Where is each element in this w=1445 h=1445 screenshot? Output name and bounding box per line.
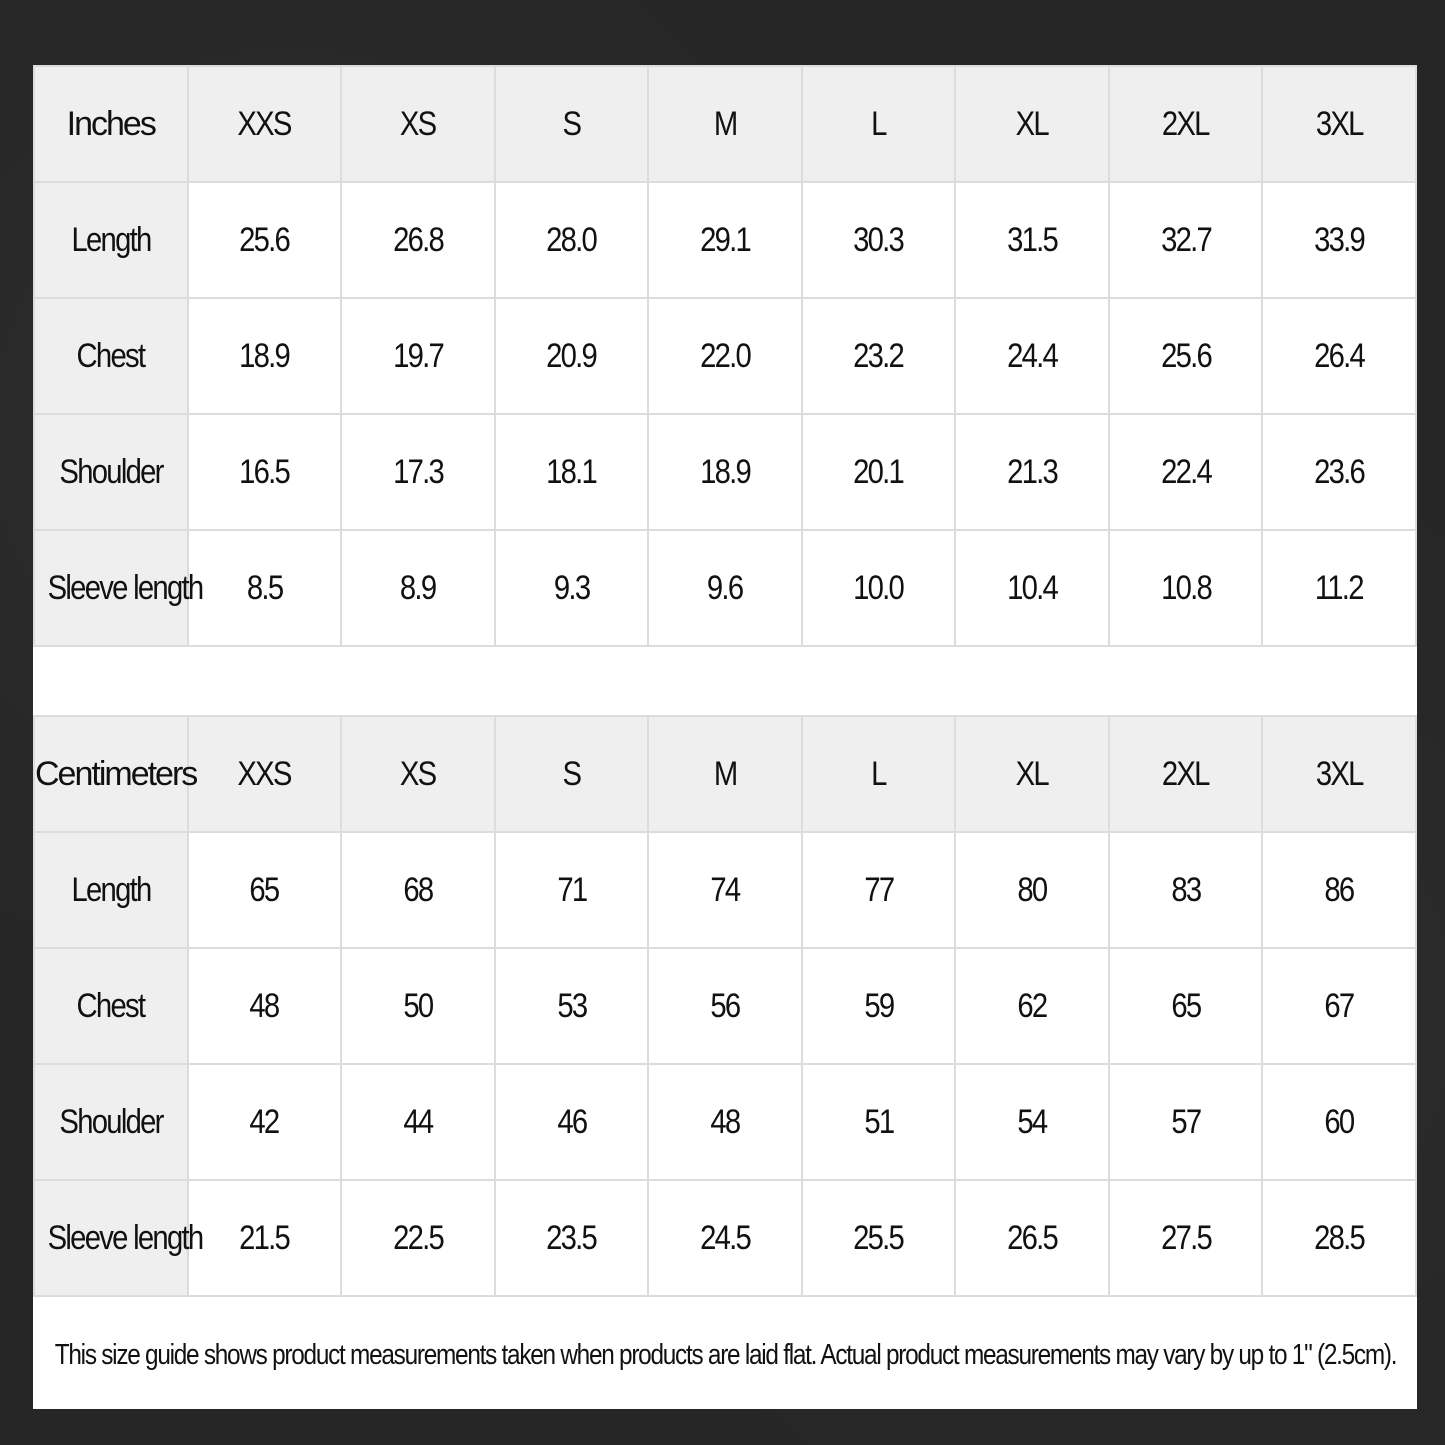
unit-header-text: Centimeters (35, 754, 197, 793)
measurement-value: 74 (710, 870, 740, 909)
measurement-value-cell (802, 832, 956, 948)
size-header-cell (495, 66, 649, 182)
size-header-cell (955, 716, 1109, 832)
measurement-value: 48 (710, 1102, 740, 1141)
measurement-value-cell (341, 948, 495, 1064)
measurement-value-cell (188, 182, 342, 298)
inches-size-table (33, 65, 1417, 647)
measurement-label: Chest (76, 986, 145, 1025)
measurement-value-cell (1109, 182, 1263, 298)
measurement-value-cell (1262, 298, 1416, 414)
measurement-label-cell (34, 298, 188, 414)
measurement-value-cell (648, 1064, 802, 1180)
measurement-value-cell (955, 1180, 1109, 1296)
measurement-value-cell (955, 414, 1109, 530)
measurement-value-cell (495, 1180, 649, 1296)
size-header-cell (955, 66, 1109, 182)
table-header-row (34, 716, 1416, 832)
unit-header-text: Inches (66, 104, 155, 143)
size-header-text: L (871, 104, 886, 143)
measurement-value-cell (802, 948, 956, 1064)
unit-header-cell (34, 716, 197, 832)
measurement-value: 28.5 (1314, 1218, 1365, 1257)
size-header-text: L (871, 754, 886, 793)
measurement-value: 48 (249, 986, 279, 1025)
table-row (34, 298, 1416, 414)
table-row (34, 414, 1416, 530)
size-header-cell (802, 716, 956, 832)
size-header-text: S (562, 104, 581, 143)
table-row (34, 530, 1416, 646)
size-header-text: 2XL (1162, 104, 1210, 143)
size-header-text: 2XL (1162, 754, 1210, 793)
size-header-cell (648, 66, 802, 182)
measurement-value-cell (495, 298, 649, 414)
measurement-label-cell (34, 948, 188, 1064)
measurement-value-cell (648, 530, 802, 646)
measurement-label: Length (71, 870, 151, 909)
measurement-label: Sleeve length (47, 568, 203, 607)
measurement-value-cell (955, 182, 1109, 298)
measurement-value: 54 (1017, 1102, 1047, 1141)
measurement-value: 21.3 (1007, 452, 1058, 491)
size-header-cell (495, 716, 649, 832)
measurement-value: 11.2 (1315, 568, 1364, 607)
measurement-value: 22.4 (1160, 452, 1211, 491)
measurement-value: 51 (863, 1102, 894, 1141)
measurement-value: 32.7 (1160, 220, 1211, 259)
measurement-value: 20.1 (853, 452, 904, 491)
measurement-value-cell (341, 182, 495, 298)
measurement-value-cell (648, 948, 802, 1064)
measurement-value: 18.9 (699, 452, 750, 491)
measurement-value-cell (1262, 832, 1416, 948)
table-row (34, 1180, 1416, 1296)
measurement-label-cell (34, 832, 188, 948)
unit-header-cell (34, 66, 188, 182)
measurement-value-cell (188, 298, 342, 414)
table-row (34, 1064, 1416, 1180)
measurement-value: 80 (1017, 870, 1047, 909)
measurement-value-cell (341, 1064, 495, 1180)
measurement-label-cell (34, 1180, 203, 1296)
measurement-value-cell (802, 1064, 956, 1180)
measurement-value: 67 (1324, 986, 1354, 1025)
measurement-label-cell (34, 1064, 188, 1180)
size-header-cell (188, 66, 342, 182)
measurement-value: 23.2 (853, 336, 904, 375)
measurement-value-cell (1109, 414, 1263, 530)
measurement-value: 24.4 (1007, 336, 1058, 375)
measurement-value-cell (648, 832, 802, 948)
measurement-value-cell (802, 414, 956, 530)
measurement-value: 10.0 (853, 568, 904, 607)
measurement-value: 27.5 (1160, 1218, 1211, 1257)
measurement-value: 25.6 (1160, 336, 1211, 375)
measurement-label: Sleeve length (47, 1218, 203, 1257)
size-header-text: XS (400, 754, 436, 793)
measurement-value: 53 (556, 986, 586, 1025)
measurement-value: 65 (249, 870, 279, 909)
measurement-value-cell (1262, 530, 1416, 646)
measurement-value: 18.9 (239, 336, 290, 375)
measurement-value-cell (1109, 1064, 1263, 1180)
measurement-value-cell (1109, 298, 1263, 414)
measurement-label-cell (34, 182, 188, 298)
measurement-value-cell (648, 1180, 802, 1296)
measurement-value: 29.1 (699, 220, 750, 259)
measurement-value: 21.5 (239, 1218, 290, 1257)
table-row (34, 832, 1416, 948)
measurement-value: 57 (1171, 1102, 1201, 1141)
measurement-value-cell (648, 182, 802, 298)
measurement-value-cell (1262, 1180, 1416, 1296)
measurement-value: 26.4 (1314, 336, 1365, 375)
measurement-value-cell (1262, 182, 1416, 298)
measurement-value: 56 (710, 986, 740, 1025)
size-header-text: XXS (237, 754, 292, 793)
size-header-text: 3XL (1315, 104, 1363, 143)
measurement-value-cell (1109, 948, 1263, 1064)
measurement-value-cell (495, 414, 649, 530)
measurement-value: 19.7 (392, 336, 443, 375)
measurement-value-cell (802, 1180, 956, 1296)
measurement-value: 23.6 (1314, 452, 1365, 491)
measurement-value: 26.5 (1007, 1218, 1058, 1257)
measurement-value: 24.5 (699, 1218, 750, 1257)
size-header-text: M (713, 754, 737, 793)
table-row (34, 182, 1416, 298)
measurement-value-cell (1262, 948, 1416, 1064)
measurement-value: 65 (1171, 986, 1201, 1025)
measurement-value-cell (341, 1180, 495, 1296)
size-header-text: 3XL (1315, 754, 1363, 793)
measurement-value-cell (802, 530, 956, 646)
measurement-value: 20.9 (546, 336, 597, 375)
measurement-value: 22.5 (392, 1218, 443, 1257)
size-header-cell (341, 66, 495, 182)
measurement-label: Shoulder (59, 1102, 163, 1141)
measurement-value: 71 (556, 870, 586, 909)
measurement-value: 10.8 (1160, 568, 1211, 607)
measurement-value-cell (495, 832, 649, 948)
measurement-value: 28.0 (546, 220, 597, 259)
table-row (34, 948, 1416, 1064)
measurement-value-cell (188, 948, 342, 1064)
size-header-cell (648, 716, 802, 832)
measurement-value-cell (955, 1064, 1109, 1180)
measurement-value: 68 (403, 870, 433, 909)
measurement-value-cell (648, 414, 802, 530)
size-header-cell (1109, 66, 1263, 182)
size-header-cell (1262, 716, 1416, 832)
size-guide-note-text: This size guide shows product measurements taken when products are laid flat. Actual product measurements may vary by up to 1" (2.5cm). (54, 1338, 1396, 1371)
measurement-value: 60 (1324, 1102, 1354, 1141)
measurement-value: 8.5 (246, 568, 283, 607)
measurement-value-cell (955, 298, 1109, 414)
measurement-value-cell (341, 298, 495, 414)
measurement-value: 26.8 (392, 220, 443, 259)
size-header-cell (802, 66, 956, 182)
measurement-value-cell (1109, 832, 1263, 948)
measurement-value-cell (341, 414, 495, 530)
size-header-text: XS (400, 104, 436, 143)
size-header-text: XXS (237, 104, 292, 143)
size-header-cell (1109, 716, 1263, 832)
size-header-text: M (713, 104, 737, 143)
size-guide-note (33, 1305, 1417, 1405)
size-header-cell (1262, 66, 1416, 182)
table-header-row (34, 66, 1416, 182)
measurement-value: 25.6 (239, 220, 290, 259)
size-header-text: S (562, 754, 581, 793)
size-header-cell (188, 716, 342, 832)
size-guide-card (33, 65, 1417, 1409)
measurement-value-cell (188, 1064, 342, 1180)
measurement-value-cell (955, 530, 1109, 646)
measurement-label-cell (34, 414, 188, 530)
measurement-value: 83 (1171, 870, 1201, 909)
measurement-value: 86 (1324, 870, 1354, 909)
measurement-value: 23.5 (546, 1218, 597, 1257)
measurement-value: 9.3 (553, 568, 590, 607)
measurement-value-cell (495, 530, 649, 646)
measurement-value-cell (1109, 530, 1263, 646)
measurement-label-cell (34, 530, 203, 646)
measurement-value: 44 (403, 1102, 433, 1141)
measurement-value-cell (648, 298, 802, 414)
measurement-value-cell (1262, 1064, 1416, 1180)
measurement-value-cell (341, 530, 495, 646)
measurement-value: 18.1 (546, 452, 597, 491)
measurement-value: 33.9 (1314, 220, 1365, 259)
measurement-value: 17.3 (392, 452, 443, 491)
measurement-value-cell (495, 1064, 649, 1180)
measurement-value: 22.0 (699, 336, 750, 375)
measurement-value-cell (188, 530, 342, 646)
measurement-value-cell (188, 832, 342, 948)
measurement-value: 46 (556, 1102, 586, 1141)
measurement-value: 25.5 (853, 1218, 904, 1257)
measurement-label: Shoulder (59, 452, 163, 491)
measurement-value-cell (188, 414, 342, 530)
size-header-cell (341, 716, 495, 832)
measurement-value-cell (802, 298, 956, 414)
measurement-value-cell (1262, 414, 1416, 530)
measurement-value: 50 (403, 986, 433, 1025)
size-header-text: XL (1015, 104, 1049, 143)
centimeters-size-table (33, 715, 1417, 1297)
measurement-value-cell (495, 182, 649, 298)
measurement-value: 31.5 (1007, 220, 1058, 259)
measurement-value: 9.6 (707, 568, 743, 607)
measurement-value-cell (1109, 1180, 1263, 1296)
measurement-value-cell (802, 182, 956, 298)
measurement-value: 10.4 (1007, 568, 1058, 607)
measurement-value: 77 (863, 870, 894, 909)
measurement-label: Length (71, 220, 151, 259)
size-header-text: XL (1015, 754, 1049, 793)
measurement-value: 8.9 (400, 568, 436, 607)
measurement-value: 62 (1017, 986, 1047, 1025)
measurement-value-cell (955, 832, 1109, 948)
measurement-value: 30.3 (853, 220, 904, 259)
measurement-value: 42 (249, 1102, 279, 1141)
measurement-value: 59 (863, 986, 894, 1025)
measurement-value-cell (955, 948, 1109, 1064)
measurement-value-cell (495, 948, 649, 1064)
measurement-value-cell (188, 1180, 342, 1296)
measurement-value-cell (341, 832, 495, 948)
measurement-label: Chest (76, 336, 145, 375)
measurement-value: 16.5 (239, 452, 290, 491)
